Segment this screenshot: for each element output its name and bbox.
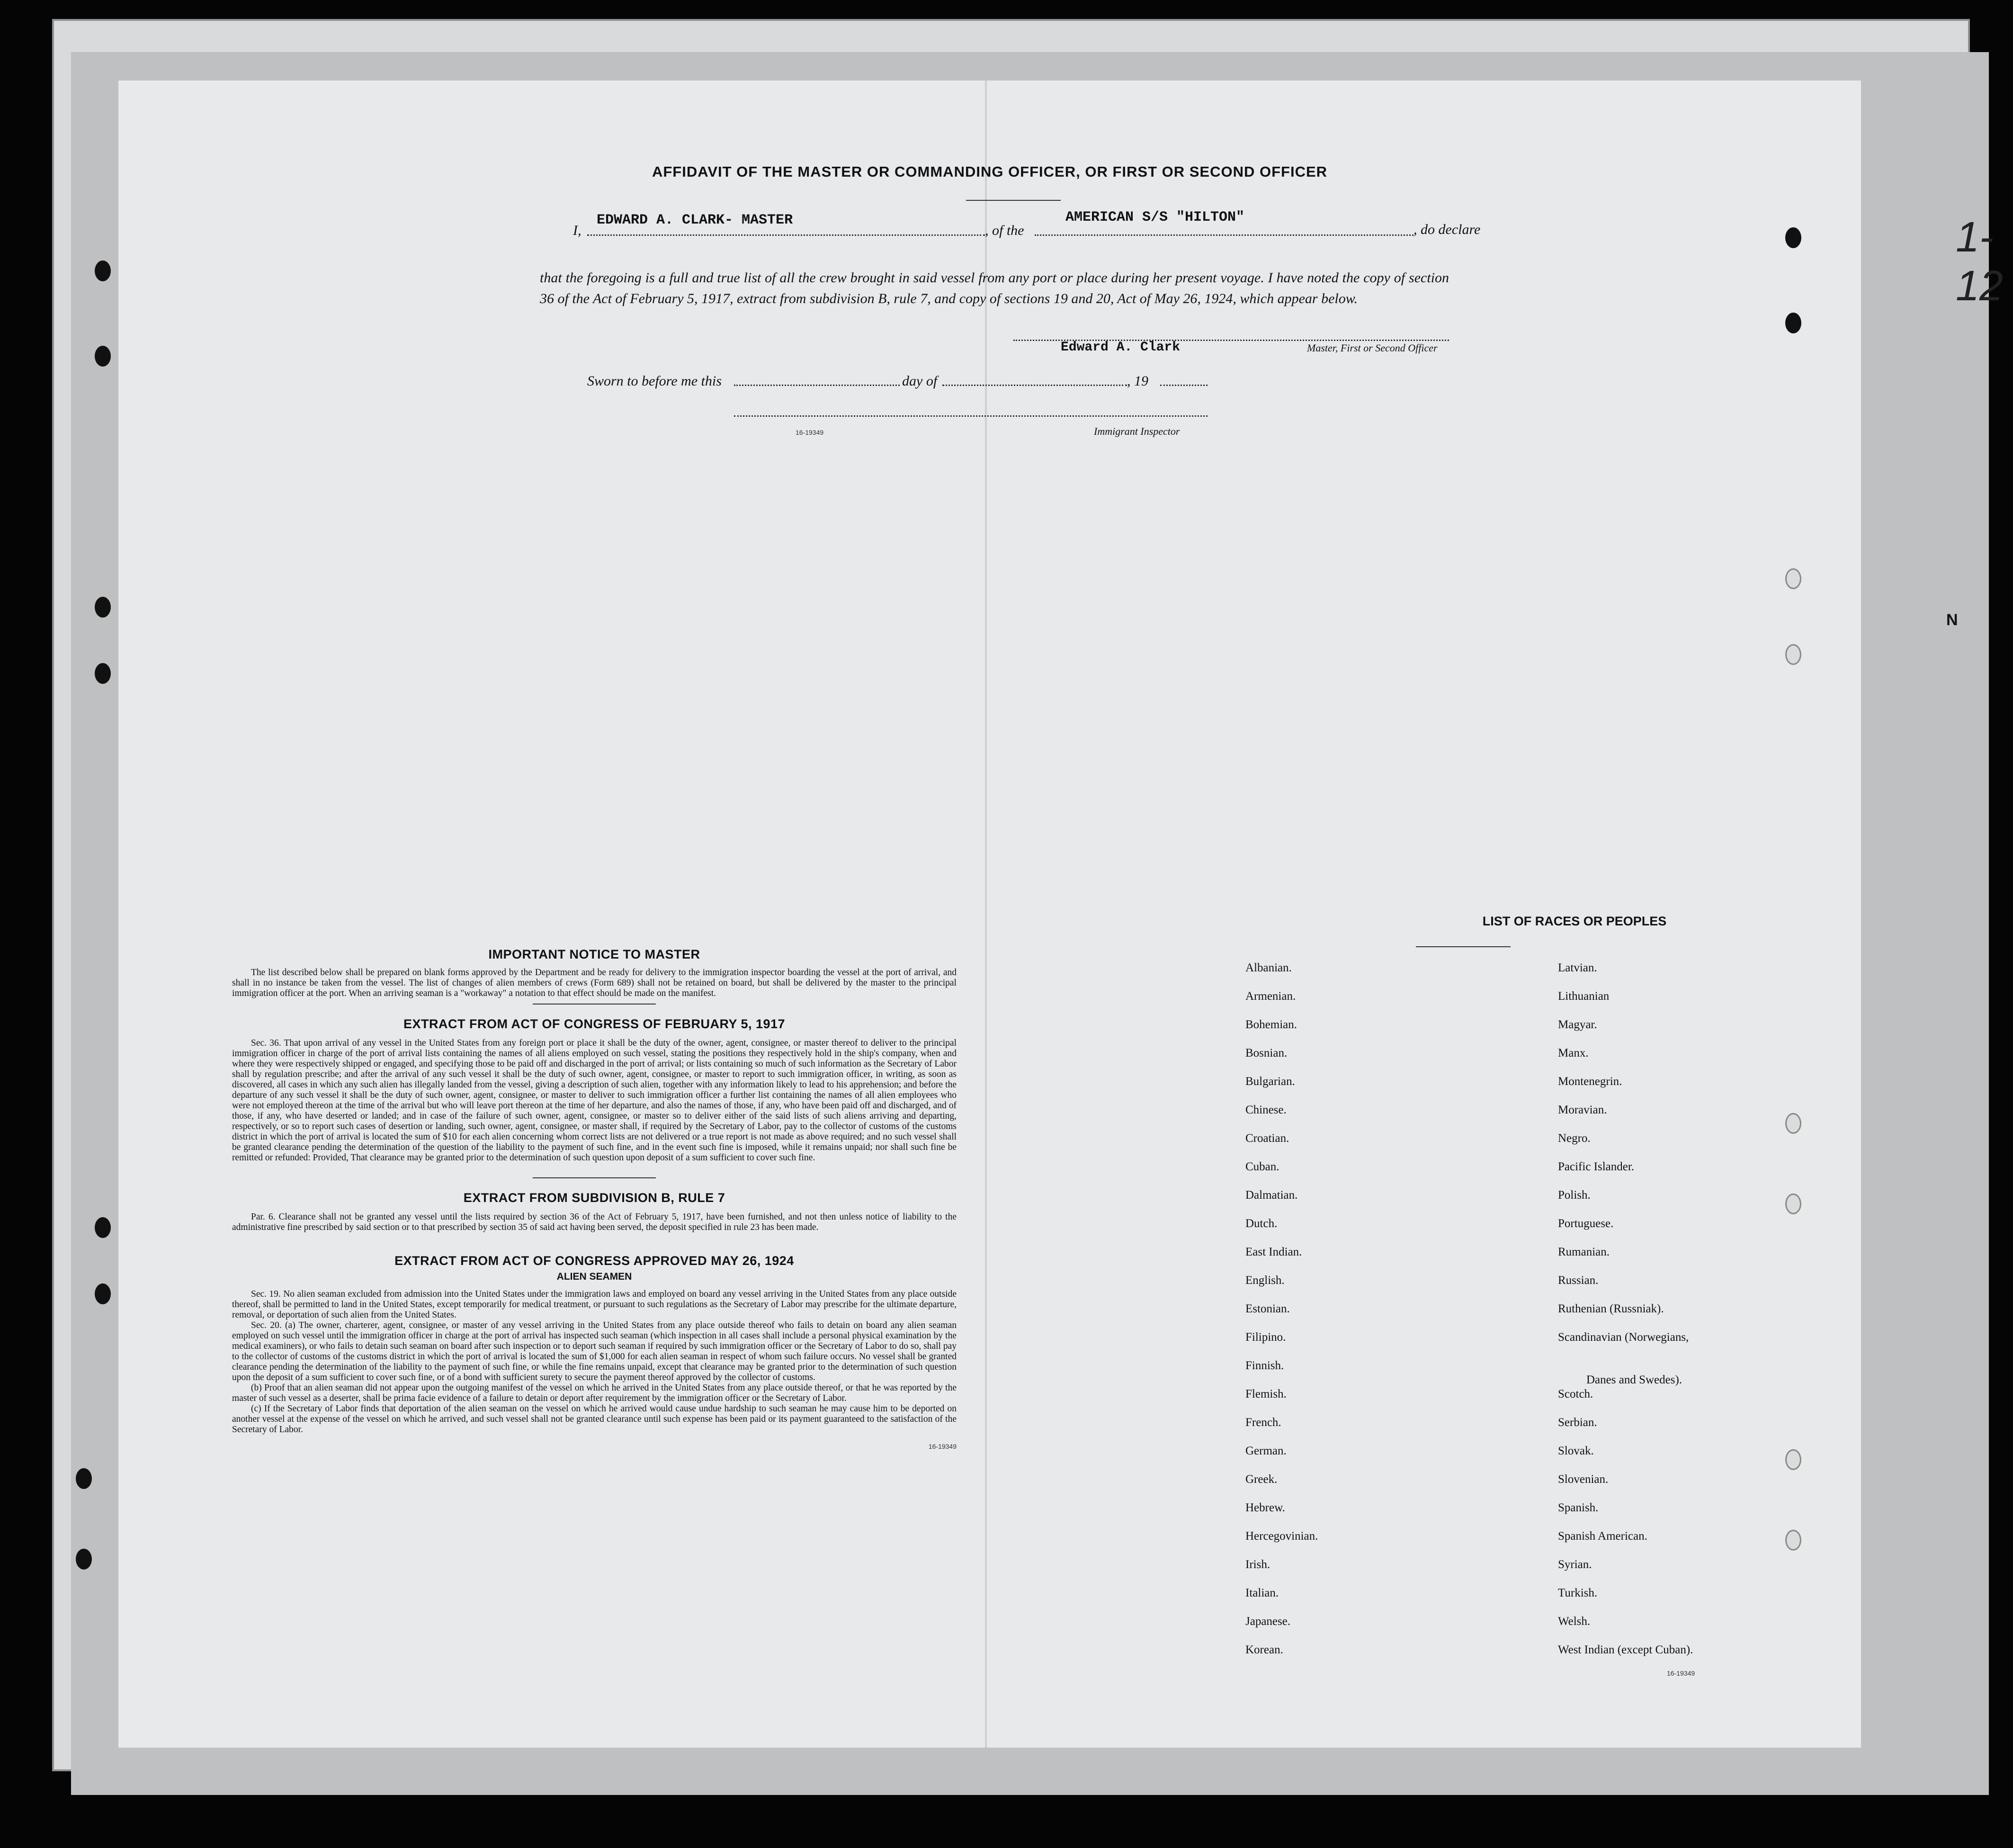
race-item: Chinese.	[1245, 1103, 1287, 1116]
year-label: , 19	[1127, 373, 1148, 389]
race-item: Spanish American.	[1558, 1530, 1647, 1543]
notice-column	[232, 947, 957, 1451]
race-item: Portuguese.	[1558, 1217, 1614, 1230]
race-item: Scotch.	[1558, 1388, 1593, 1400]
race-item: Magyar.	[1558, 1018, 1597, 1031]
race-item: Irish.	[1245, 1558, 1270, 1571]
form-code: 16-19349	[1667, 1669, 1695, 1677]
inspector-line	[734, 412, 1208, 417]
rule-7-text: Par. 6. Clearance shall not be granted any vessel until the lists required by section 36 of the Act of February 5, 1917, have been furnished, and not then unless notice of liability to the administrative fine prescribed by said section or to that prescribed by section 35 of said act having been served, the deposit specified in rule 23 has been made.	[232, 1212, 957, 1232]
race-item: Korean.	[1245, 1643, 1283, 1656]
separator	[533, 1004, 656, 1005]
race-item: Japanese.	[1245, 1615, 1291, 1628]
race-item: Greek.	[1245, 1473, 1278, 1486]
sworn-month-line	[942, 372, 1127, 386]
act-1924-subtitle: ALIEN SEAMEN	[556, 1271, 632, 1282]
punch-hole	[1785, 227, 1801, 248]
race-item: Spanish.	[1558, 1501, 1599, 1514]
race-item: Slovak.	[1558, 1444, 1594, 1457]
sworn-year-line	[1160, 372, 1208, 386]
punch-hole	[1785, 1449, 1801, 1470]
race-item: Cuban.	[1245, 1160, 1279, 1173]
act-1917-text: Sec. 36. That upon arrival of any vessel in the United States from any foreign port or place it shall be the duty of the owner, agent, consignee, or master thereof to deliver to the principal immigration officer in charge of the port of arrival lists containing the names of all aliens employed on such vessel, stating the positions they respectively hold in the ship's company, when and where they were respectively shipped or engaged, and specifying those to be paid off and discharged in the port of arrival; or lists containing so much of such information as the Secretary of Labor shall by regulation prescribe; and after the arrival of any such vessel it shall be the duty of such owner, agent, consignee, or master to report to such immigration officer, in writing, as soon as discovered, all cases in which any such alien has illegally landed from the vessel, giving a description of such alien, together with any information likely to lead to his apprehension; and before the departure of any such vessel it shall be the duty of such owner, agent, consignee, or master to deliver to such immigration officer a further list containing the names of all alien employees who were not employed thereon at the time of the arrival but who will leave port thereon at the time of her departure, and also the names of those, if any, who have been paid off and discharged, and of those, if any, who have deserted or landed; and in case of the failure of such owner, agent, consignee, or master so to deliver either of the said lists of such aliens arriving and departing, respectively, or so to report such cases of desertion or landing, such owner, agent, consignee, or master shall, if required by the Secretary of Labor, pay to the collector of customs of the customs district in which the port of arrival is located the sum of $10 for each alien concerning whom correct lists are not delivered or a true report is not made as above required; and no such vessel shall be granted clearance pending the determination of the question of the liability to the payment of such fine, and in the event such fine is imposed, while it remains unpaid; nor shall such fine be remitted or refunded: Provided, That clearance may be granted prior to the determination of such question upon deposit of a sum sufficient to cover such fine.	[232, 1038, 957, 1163]
signature-title: Master, First or Second Officer	[1307, 342, 1438, 354]
declarant-name: EDWARD A. CLARK- MASTER	[597, 212, 793, 228]
races-rule	[1416, 946, 1511, 947]
race-item: Montenegrin.	[1558, 1075, 1622, 1088]
vessel-name: AMERICAN S/S "HILTON"	[1065, 209, 1245, 225]
punch-hole	[1785, 568, 1801, 589]
punch-hole	[95, 1217, 111, 1238]
punch-hole	[95, 597, 111, 618]
form-code: 16-19349	[796, 429, 824, 436]
race-item: German.	[1245, 1444, 1287, 1457]
handwritten-note: 1-12	[1956, 214, 2004, 310]
race-item: Welsh.	[1558, 1615, 1591, 1628]
act-1924-paragraph: (c) If the Secretary of Labor finds that deportation of the alien seaman on the vessel on which he arrived would cause undue hardship to such seaman he may cause him to be deported on another vessel at the expense of the vessel on which he arrived, and such vessel shall not be granted clearance until such expense has been paid or its payment guaranteed to the satisfaction of the Secretary of Labor.	[232, 1404, 957, 1435]
race-item: Hebrew.	[1245, 1501, 1285, 1514]
signature-name: Edward A. Clark	[1061, 340, 1181, 355]
race-item: Scandinavian (Norwegians,	[1558, 1331, 1689, 1344]
day-of-label: day of	[902, 373, 938, 389]
race-item: Moravian.	[1558, 1103, 1607, 1116]
race-item: Rumanian.	[1558, 1246, 1610, 1258]
inspector-label: Immigrant Inspector	[1094, 425, 1180, 437]
race-item: Croatian.	[1245, 1132, 1289, 1145]
punch-hole	[1785, 644, 1801, 665]
race-item: Slovenian.	[1558, 1473, 1609, 1486]
race-item: Syrian.	[1558, 1558, 1592, 1571]
race-item: English.	[1245, 1274, 1285, 1287]
race-item: Danes and Swedes).	[1586, 1373, 1682, 1386]
race-item: Finnish.	[1245, 1359, 1284, 1372]
race-item: Bulgarian.	[1245, 1075, 1295, 1088]
edge-stamp: N	[1946, 611, 1958, 629]
title-rule	[966, 200, 1061, 201]
punch-hole	[95, 346, 111, 367]
race-item: Dutch.	[1245, 1217, 1278, 1230]
form-page	[118, 81, 2004, 1748]
form-code: 16-19349	[928, 1443, 957, 1450]
race-item: Estonian.	[1245, 1302, 1290, 1315]
race-item: Italian.	[1245, 1587, 1279, 1599]
race-item: Latvian.	[1558, 961, 1597, 974]
notice-title: IMPORTANT NOTICE TO MASTER	[488, 947, 700, 961]
punch-hole	[95, 1283, 111, 1304]
race-item: Pacific Islander.	[1558, 1160, 1635, 1173]
race-item: Filipino.	[1245, 1331, 1286, 1344]
race-item: Turkish.	[1558, 1587, 1598, 1599]
race-item: West Indian (except Cuban).	[1558, 1643, 1693, 1656]
race-item: Polish.	[1558, 1189, 1591, 1202]
punch-hole	[95, 663, 111, 684]
race-item: Manx.	[1558, 1047, 1589, 1059]
race-item: Bosnian.	[1245, 1047, 1288, 1059]
race-item: Russian.	[1558, 1274, 1599, 1287]
race-item: Ruthenian (Russniak).	[1558, 1302, 1664, 1315]
race-item: Armenian.	[1245, 990, 1296, 1003]
sworn-day-line	[734, 372, 900, 386]
affidavit-title: AFFIDAVIT OF THE MASTER OR COMMANDING OFFICER, OR FIRST OR SECOND OFFICER	[652, 163, 1328, 180]
act-1924-paragraph: (b) Proof that an alien seaman did not appear upon the outgoing manifest of the vessel on which he arrived in the United States from any place outside thereof, or that he was reported by the master of such vessel as a deserter, shall be prima facie evidence of a failure to detain or deport after requirement by the immigration officer or the Secretary of Labor.	[232, 1383, 957, 1403]
separator	[533, 1177, 656, 1178]
center-fold	[985, 81, 987, 1748]
race-item: Dalmatian.	[1245, 1189, 1298, 1202]
punch-hole	[1785, 1530, 1801, 1551]
races-title: LIST OF RACES OR PEOPLES	[1482, 914, 1667, 928]
race-item: Bohemian.	[1245, 1018, 1297, 1031]
act-1924-paragraph: Sec. 20. (a) The owner, charterer, agent, consignee, or master of any vessel arriving in the United States from any place outside thereof who fails to detain on board any alien seaman employed on such vessel until the immigration officer in charge at the port of arrival has inspected such seaman (which inspection in all cases shall include a personal physical examination by the medical examiners), or who fails to detain such seaman on board after such inspection or to deport such seaman if required by such immigration officer or the Secretary of Labor to do so, shall pay to the collector of customs of the customs district in which the port of arrival is located the sum of $1,000 for each alien seaman in respect of whom such failure occurs. No vessel shall be granted clearance pending the determination of the liability to the payment of such fine, or while the fine remains unpaid, except that clearance may be granted prior to the determination of such question upon the deposit of a sum sufficient to cover such fine, or of a bond with sufficient surety to secure the payment thereof approved by the collector of customs.	[232, 1320, 957, 1382]
notice-text: The list described below shall be prepared on blank forms approved by the Department and be ready for delivery to the immigration inspector boarding the vessel at the port of arrival, and shall in no instance be taken from the vessel. The list of changes of alien members of crews (Form 689) shall not be retained on board, but shall be delivered by the master to the principal immigration officer at the port. When an arriving seaman is a "workaway" a notation to that effect should be made on the manifest.	[232, 968, 957, 998]
act-1924-paragraph: Sec. 19. No alien seaman excluded from admission into the United States under the immigration laws and employed on board any vessel arriving in the United States from any place outside thereof, shall be permitted to land in the United States, except temporarily for medical treatment, or pursuant to such regulations as the Secretary of Labor may prescribe for the ultimate departure, removal, or deportation of such alien from the United States.	[232, 1289, 957, 1320]
race-item: Lithuanian	[1558, 990, 1610, 1003]
sworn-label: Sworn to before me this	[587, 373, 722, 389]
affidavit-statement: that the foregoing is a full and true list of all the crew brought in said vessel from any port or place during her present voyage. I have noted the copy of section 36 of the Act of February 5, 1917, extract from subdivision B, rule 7, and copy of sections 19 and 20, Act of May 26, 1924, which appear below.	[540, 270, 1449, 306]
punch-hole	[76, 1549, 92, 1570]
punch-hole	[1785, 1113, 1801, 1134]
race-item: Flemish.	[1245, 1388, 1287, 1400]
race-item: Negro.	[1558, 1132, 1591, 1145]
race-item: Hercegovinian.	[1245, 1530, 1318, 1543]
punch-hole	[1785, 313, 1801, 333]
race-item: Albanian.	[1245, 961, 1292, 974]
label-do-declare: , do declare	[1414, 222, 1481, 237]
label-i: I,	[573, 223, 582, 238]
race-item: Serbian.	[1558, 1416, 1597, 1429]
act-1917-title: EXTRACT FROM ACT OF CONGRESS OF FEBRUARY 5, 1917	[403, 1017, 786, 1031]
race-item: East Indian.	[1245, 1246, 1302, 1258]
punch-hole	[1785, 1193, 1801, 1214]
act-1924-title: EXTRACT FROM ACT OF CONGRESS APPROVED MAY 26, 1924	[394, 1254, 794, 1268]
label-of-the: , of the	[985, 223, 1024, 238]
punch-hole	[95, 260, 111, 281]
race-item: French.	[1245, 1416, 1281, 1429]
punch-hole	[76, 1468, 92, 1489]
rule-7-title: EXTRACT FROM SUBDIVISION B, RULE 7	[463, 1191, 725, 1205]
